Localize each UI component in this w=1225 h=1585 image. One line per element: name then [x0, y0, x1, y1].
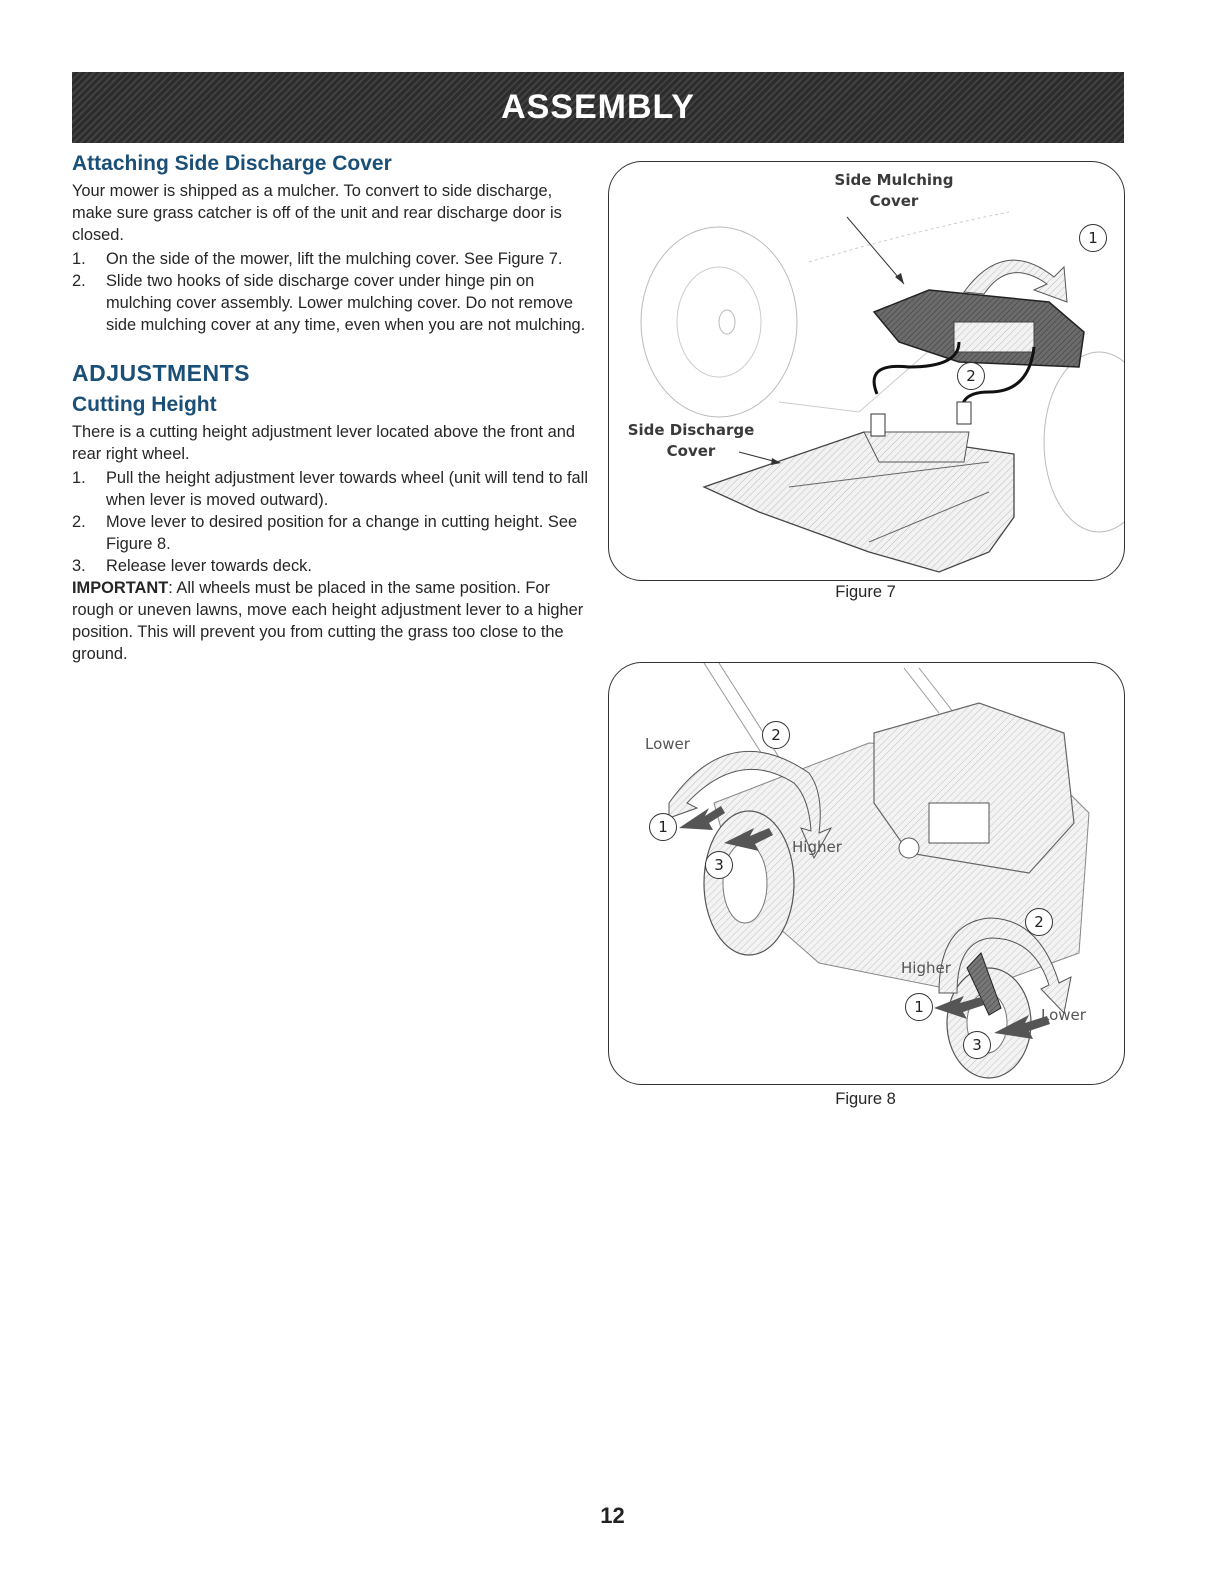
step-number: 2. [72, 272, 86, 290]
callout-1-right: 1 [905, 993, 933, 1021]
page-number: 12 [600, 1503, 625, 1528]
callout-2-left: 2 [762, 721, 790, 749]
higher-label-left: Higher [792, 838, 842, 856]
cutting-height-steps [72, 467, 592, 577]
step-number: 1. [72, 469, 86, 487]
cutting-step [72, 467, 592, 511]
attach-step [72, 270, 592, 336]
callout-3-right: 3 [963, 1031, 991, 1059]
callout-2: 2 [957, 362, 985, 390]
step-text: Slide two hooks of side discharge cover under hinge pin on mulching cover assembly. Lower mulching cover. Do not remove side mulching cover at any time, even when you are not mulching. [106, 272, 586, 334]
figure-7-drawing [609, 162, 1124, 580]
step-text: On the side of the mower, lift the mulching cover. See Figure 7. [106, 250, 563, 268]
higher-label-right: Higher [901, 959, 951, 977]
attach-intro: Your mower is shipped as a mulcher. To convert to side discharge, make sure grass catcher is off of the unit and rear discharge door is closed. [72, 182, 562, 244]
step-number: 1. [72, 250, 86, 268]
lower-label-right: Lower [1041, 1006, 1086, 1024]
step-text: Move lever to desired position for a change in cutting height. See Figure 8. [106, 513, 578, 553]
cutting-step [72, 511, 592, 555]
attach-step [72, 248, 592, 270]
cutting-height-intro: There is a cutting height adjustment lever located above the front and rear right wheel. [72, 423, 575, 463]
cutting-step [72, 555, 592, 577]
side-discharge-cover-label: Side Discharge Cover [627, 421, 755, 460]
attach-steps [72, 248, 592, 336]
callout-3-left: 3 [705, 851, 733, 879]
figure-8-illustration [608, 662, 1125, 1085]
side-mulching-cover-label: Side Mulching Cover [834, 171, 954, 210]
figure-7-illustration [608, 161, 1125, 581]
callout-1: 1 [1079, 224, 1107, 252]
figure-8-caption: Figure 8 [835, 1090, 896, 1108]
callout-2-right: 2 [1025, 908, 1053, 936]
lower-label-left: Lower [645, 735, 690, 753]
step-text: Pull the height adjustment lever towards wheel (unit will tend to fall when lever is moved outward). [106, 469, 588, 509]
important-label: IMPORTANT [72, 579, 169, 597]
step-number: 3. [72, 557, 86, 575]
attach-heading: Attaching Side Discharge Cover [72, 152, 392, 175]
step-number: 2. [72, 513, 86, 531]
step-text: Release lever towards deck. [106, 557, 312, 575]
important-text: : All wheels must be placed in the same position. For rough or uneven lawns, move each height adjustment lever to a higher position. This will prevent you from cutting the grass too close to the ground. [72, 579, 584, 663]
header-banner [72, 72, 1124, 143]
cutting-height-heading: Cutting Height [72, 393, 217, 416]
adjustments-heading: ADJUSTMENTS [72, 360, 251, 386]
page-section-title: ASSEMBLY [501, 88, 695, 126]
callout-1-left: 1 [649, 813, 677, 841]
figure-7-caption: Figure 7 [835, 583, 896, 601]
important-note [72, 577, 592, 665]
instructions-column [72, 152, 592, 665]
